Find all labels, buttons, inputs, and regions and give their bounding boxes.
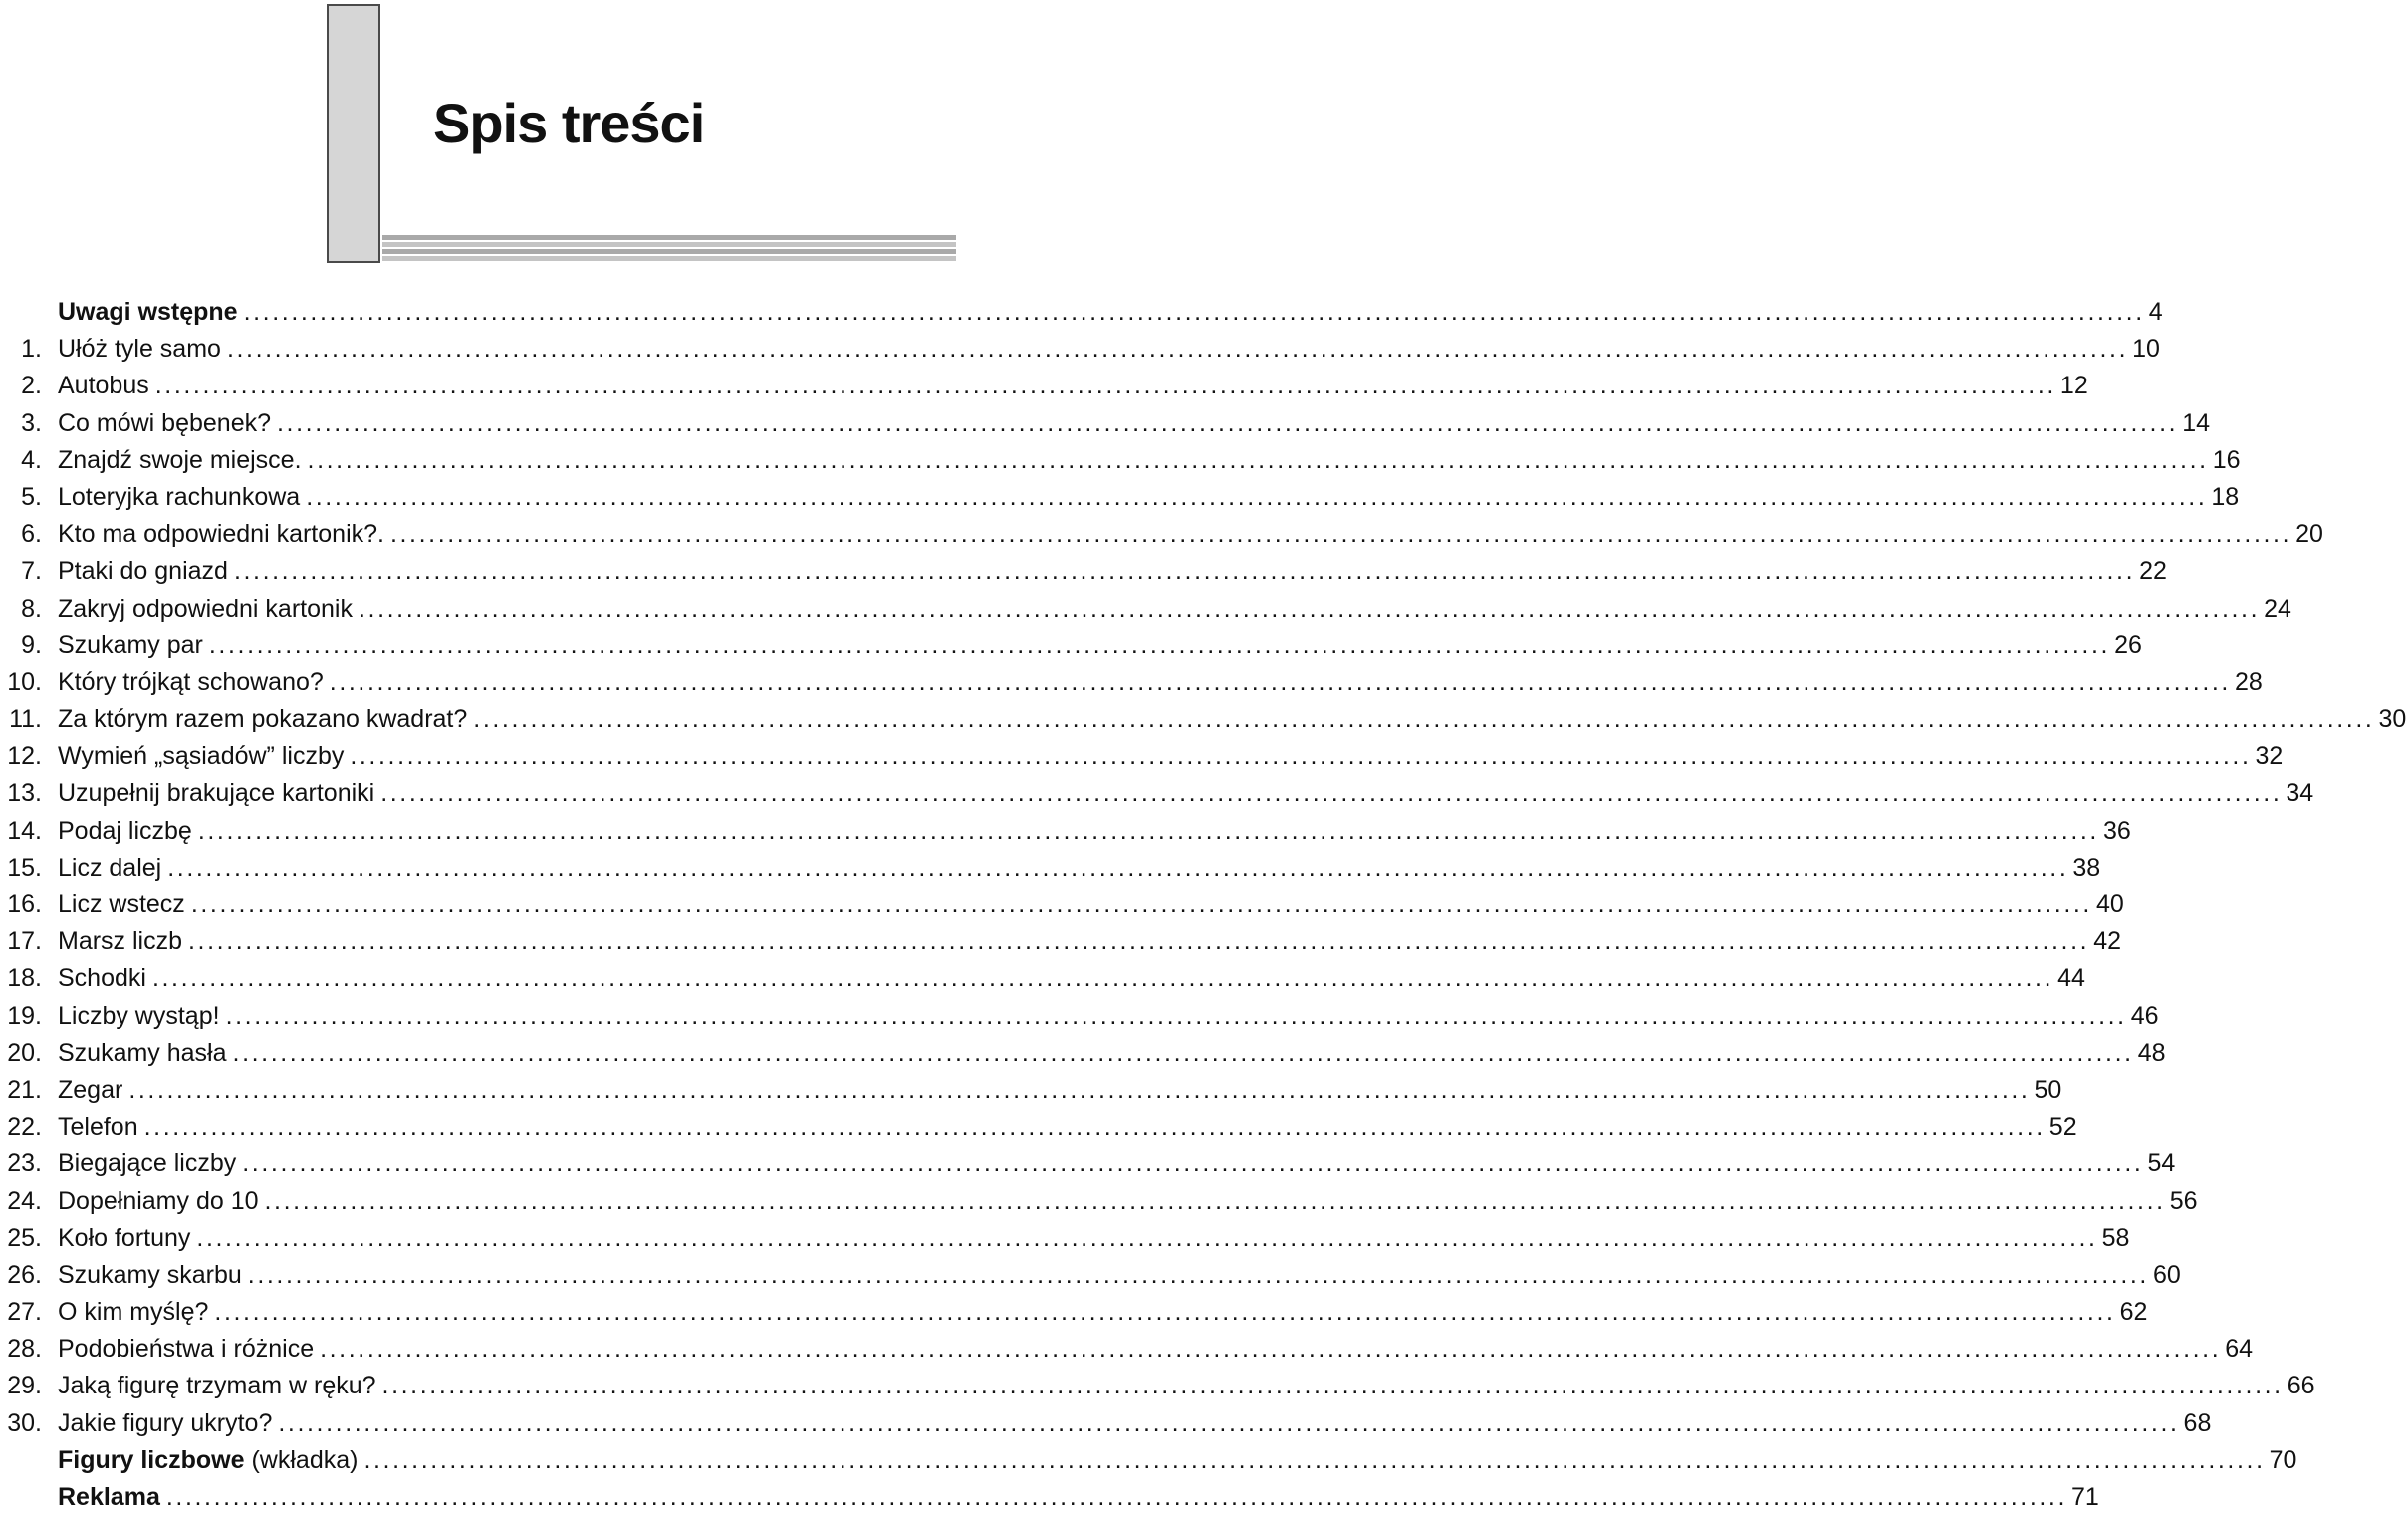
toc-dot-leader: ........................................................................................................................................................................................................ [233,557,2136,586]
toc-entry-title: Loteryjka rachunkowa [58,482,301,511]
toc-entry[interactable] [0,1442,2297,1479]
toc-entry-title: Uzupełnij brakujące kartoniki [58,779,375,808]
toc-entry-page-number: 30 [2378,705,2407,734]
toc-entry-title: Ptaki do gniazd [58,557,228,586]
toc-entry[interactable] [0,368,2088,404]
toc-entry-title: Wymień „sąsiadów” liczby [58,742,345,771]
toc-entry-title: Reklama [58,1483,160,1511]
toc-entry[interactable] [0,479,2240,516]
toc-entry-number: 4. [21,445,42,474]
toc-dot-leader: ........................................................................................................................................................................................................ [190,890,2092,918]
page-title: Spis treści [433,92,705,154]
toc-dot-leader: ........................................................................................................................................................................................................ [128,1075,2031,1104]
toc-entry-title: Podaj liczbę [58,816,192,845]
toc-entry[interactable] [0,1145,2176,1182]
toc-dot-leader: ........................................................................................................................................................................................................ [208,631,2111,659]
toc-entry-page-number: 34 [2286,779,2314,808]
toc-entry[interactable] [0,1257,2181,1294]
toc-dot-leader: ........................................................................................................................................................................................................ [264,1186,2166,1215]
toc-entry-number: 1. [21,335,42,364]
toc-entry-title: Który trójkąt schowano? [58,667,324,696]
toc-entry-page-number: 24 [2264,594,2291,623]
toc-entry-title: Ułóż tyle samo [58,335,221,364]
toc-entry-page-number: 52 [2048,1113,2077,1141]
toc-entry[interactable] [0,813,2131,850]
toc-entry-number: 5. [21,482,42,511]
toc-entry-page-number: 4 [2148,298,2163,326]
toc-dot-leader: ........................................................................................................................................................................................................ [154,372,2056,400]
toc-entry-page-number: 14 [2182,408,2210,437]
toc-entry[interactable] [0,998,2159,1035]
toc-entry-number: 2. [21,372,42,400]
toc-dot-leader: ........................................................................................................................................................................................................ [358,594,2261,623]
toc-entry[interactable] [0,1109,2077,1145]
toc-dot-leader: ........................................................................................................................................................................................................ [278,1408,2180,1437]
toc-dot-leader: ........................................................................................................................................................................................................ [197,816,2099,845]
toc-entry-page-number: 68 [2183,1408,2212,1437]
toc-entry-title: Liczby wystąp! [58,1001,220,1030]
toc-entry-title: Zegar [58,1075,123,1104]
toc-entry-number: 19. [7,1001,42,1030]
header-decoration-box [327,4,380,263]
toc-entry[interactable] [0,738,2284,775]
toc-entry-number: 22. [7,1113,42,1141]
toc-entry-number: 28. [7,1335,42,1364]
toc-entry[interactable] [0,405,2210,442]
toc-entry[interactable] [0,1331,2254,1368]
toc-entry-page-number: 62 [2119,1298,2148,1327]
toc-entry-number: 16. [7,890,42,918]
toc-entry-title: Szukamy hasła [58,1038,227,1067]
toc-entry[interactable] [0,331,2160,368]
toc-dot-leader: ........................................................................................................................................................................................................ [165,1483,2068,1511]
toc-entry-page-number: 22 [2139,557,2167,586]
toc-entry[interactable] [0,1368,2315,1404]
toc-entry[interactable] [0,591,2291,628]
toc-dot-leader: ........................................................................................................................................................................................................ [473,705,2375,734]
toc-entry-title: Kto ma odpowiedni kartonik?. [58,520,384,549]
toc-dot-leader: ........................................................................................................................................................................................................ [247,1260,2149,1289]
toc-entry-number: 18. [7,964,42,993]
toc-entry[interactable] [0,850,2101,886]
toc-dot-leader: ........................................................................................................................................................................................................ [363,1445,2266,1474]
toc-entry-number: 3. [21,408,42,437]
toc-dot-leader: ........................................................................................................................................................................................................ [381,1372,2284,1400]
toc-entry-title: Dopełniamy do 10 [58,1186,259,1215]
toc-entry-title: Licz wstecz [58,890,185,918]
toc-entry-title: Co mówi bębenek? [58,408,272,437]
toc-entry-number: 9. [21,631,42,659]
toc-entry-page-number: 54 [2147,1149,2176,1178]
toc-dot-leader: ........................................................................................................................................................................................................ [188,927,2090,956]
toc-entry-number: 11. [9,705,42,734]
toc-entry-page-number: 71 [2071,1483,2099,1511]
toc-entry-title: Telefon [58,1113,138,1141]
toc-entry-number: 14. [7,816,42,845]
toc-dot-leader: ........................................................................................................................................................................................................ [242,1149,2144,1178]
toc-entry-page-number: 66 [2287,1372,2315,1400]
toc-entry-number: 12. [7,742,42,771]
toc-entry-page-number: 26 [2114,631,2142,659]
toc-entry-title: Jakie figury ukryto? [58,1408,273,1437]
toc-entry-number: 7. [21,557,42,586]
toc-entry[interactable] [0,1072,2062,1109]
toc-entry-number: 15. [7,853,42,882]
toc-entry-page-number: 38 [2072,853,2101,882]
toc-dot-leader: ........................................................................................................................................................................................................ [306,482,2208,511]
toc-dot-leader: ........................................................................................................................................................................................................ [350,742,2252,771]
toc-entry-title: Jaką figurę trzymam w ręku? [58,1372,376,1400]
toc-entry-page-number: 64 [2225,1335,2254,1364]
toc-dot-leader: ........................................................................................................................................................................................................ [143,1113,2046,1141]
toc-entry-number: 17. [7,927,42,956]
toc-entry-number: 29. [7,1372,42,1400]
toc-entry-number: 8. [21,594,42,623]
toc-dot-leader: ........................................................................................................................................................................................................ [380,779,2283,808]
toc-dot-leader: ........................................................................................................................................................................................................ [196,1223,2098,1252]
toc-entry-title: Autobus [58,372,149,400]
toc-entry-title-suffix: (wkładka) [244,1445,359,1474]
toc-entry-page-number: 50 [2034,1075,2062,1104]
toc-entry[interactable] [0,775,2314,812]
toc-entry[interactable] [0,960,2085,997]
toc-entry[interactable] [0,628,2142,664]
toc-entry-number: 23. [7,1149,42,1178]
toc-entry-page-number: 32 [2255,742,2284,771]
toc-dot-leader: ........................................................................................................................................................................................................ [225,1001,2127,1030]
toc-entry-number: 26. [7,1260,42,1289]
toc-entry-page-number: 42 [2093,927,2121,956]
toc-entry[interactable] [0,1183,2198,1220]
toc-entry-title: Uwagi wstępne [58,298,238,326]
toc-entry-title: Podobieństwa i różnice [58,1335,315,1364]
toc-entry-page-number: 48 [2137,1038,2166,1067]
toc-entry-title: Licz dalej [58,853,162,882]
toc-entry-number: 10. [7,667,42,696]
toc-entry[interactable] [0,701,2407,738]
toc-entry-page-number: 18 [2211,482,2240,511]
toc-dot-leader: ........................................................................................................................................................................................................ [214,1298,2116,1327]
toc-entry-page-number: 56 [2169,1186,2198,1215]
toc-entry[interactable] [0,1405,2212,1442]
toc-entry-page-number: 10 [2132,335,2160,364]
toc-entry-page-number: 16 [2212,445,2241,474]
toc-entry-number: 25. [7,1223,42,1252]
toc-dot-leader: ........................................................................................................................................................................................................ [277,408,2179,437]
toc-entry-number: 21. [7,1075,42,1104]
toc-dot-leader: ........................................................................................................................................................................................................ [167,853,2069,882]
toc-dot-leader: ........................................................................................................................................................................................................ [320,1335,2222,1364]
toc-entry-number: 20. [7,1038,42,1067]
toc-entry[interactable] [0,1479,2099,1516]
toc-entry-number: 27. [7,1298,42,1327]
toc-dot-leader: ........................................................................................................................................................................................................ [243,298,2145,326]
toc-entry[interactable] [0,294,2163,331]
header-decoration-stripes [382,235,956,263]
toc-dot-leader: ........................................................................................................................................................................................................ [389,520,2292,549]
toc-entry-title: Biegające liczby [58,1149,237,1178]
toc-dot-leader: ........................................................................................................................................................................................................ [226,335,2129,364]
toc-entry-page-number: 28 [2234,667,2263,696]
toc-entry-title: Szukamy skarbu [58,1260,242,1289]
toc-entry-page-number: 12 [2059,372,2088,400]
toc-entry-number: 13. [7,779,42,808]
toc-entry[interactable] [0,442,2241,479]
toc-dot-leader: ........................................................................................................................................................................................................ [232,1038,2134,1067]
toc-entry-title: Figury liczbowe (wkładka) [58,1445,359,1474]
toc-entry-title: Koło fortuny [58,1223,191,1252]
toc-entry-title: Zakryj odpowiedni kartonik [58,594,353,623]
toc-entry-page-number: 70 [2269,1445,2297,1474]
toc-entry-page-number: 60 [2152,1260,2181,1289]
toc-entry[interactable] [0,516,2323,553]
toc-entry-page-number: 46 [2130,1001,2159,1030]
toc-entry[interactable] [0,923,2121,960]
toc-entry[interactable] [0,1220,2130,1257]
toc-entry-number: 30. [7,1408,42,1437]
toc-entry[interactable] [0,1035,2166,1072]
toc-entry[interactable] [0,1294,2148,1331]
toc-dot-leader: ........................................................................................................................................................................................................ [151,964,2054,993]
toc-entry-title: Za którym razem pokazano kwadrat? [58,705,468,734]
toc-entry-title: O kim myślę? [58,1298,209,1327]
table-of-contents [0,294,2407,1516]
toc-entry[interactable] [0,664,2263,701]
toc-entry-page-number: 36 [2102,816,2131,845]
toc-entry-title: Szukamy par [58,631,203,659]
toc-entry[interactable] [0,553,2167,590]
toc-entry-page-number: 20 [2295,520,2323,549]
toc-entry-number: 24. [7,1186,42,1215]
toc-dot-leader: ........................................................................................................................................................................................................ [329,667,2231,696]
toc-entry-title: Schodki [58,964,146,993]
toc-entry-title: Marsz liczb [58,927,183,956]
toc-entry-title: Znajdź swoje miejsce. [58,445,302,474]
toc-entry-number: 6. [21,520,42,549]
toc-entry-page-number: 40 [2095,890,2124,918]
toc-dot-leader: ........................................................................................................................................................................................................ [307,445,2209,474]
toc-entry-page-number: 44 [2057,964,2085,993]
toc-entry-page-number: 58 [2101,1223,2130,1252]
toc-entry[interactable] [0,886,2124,923]
